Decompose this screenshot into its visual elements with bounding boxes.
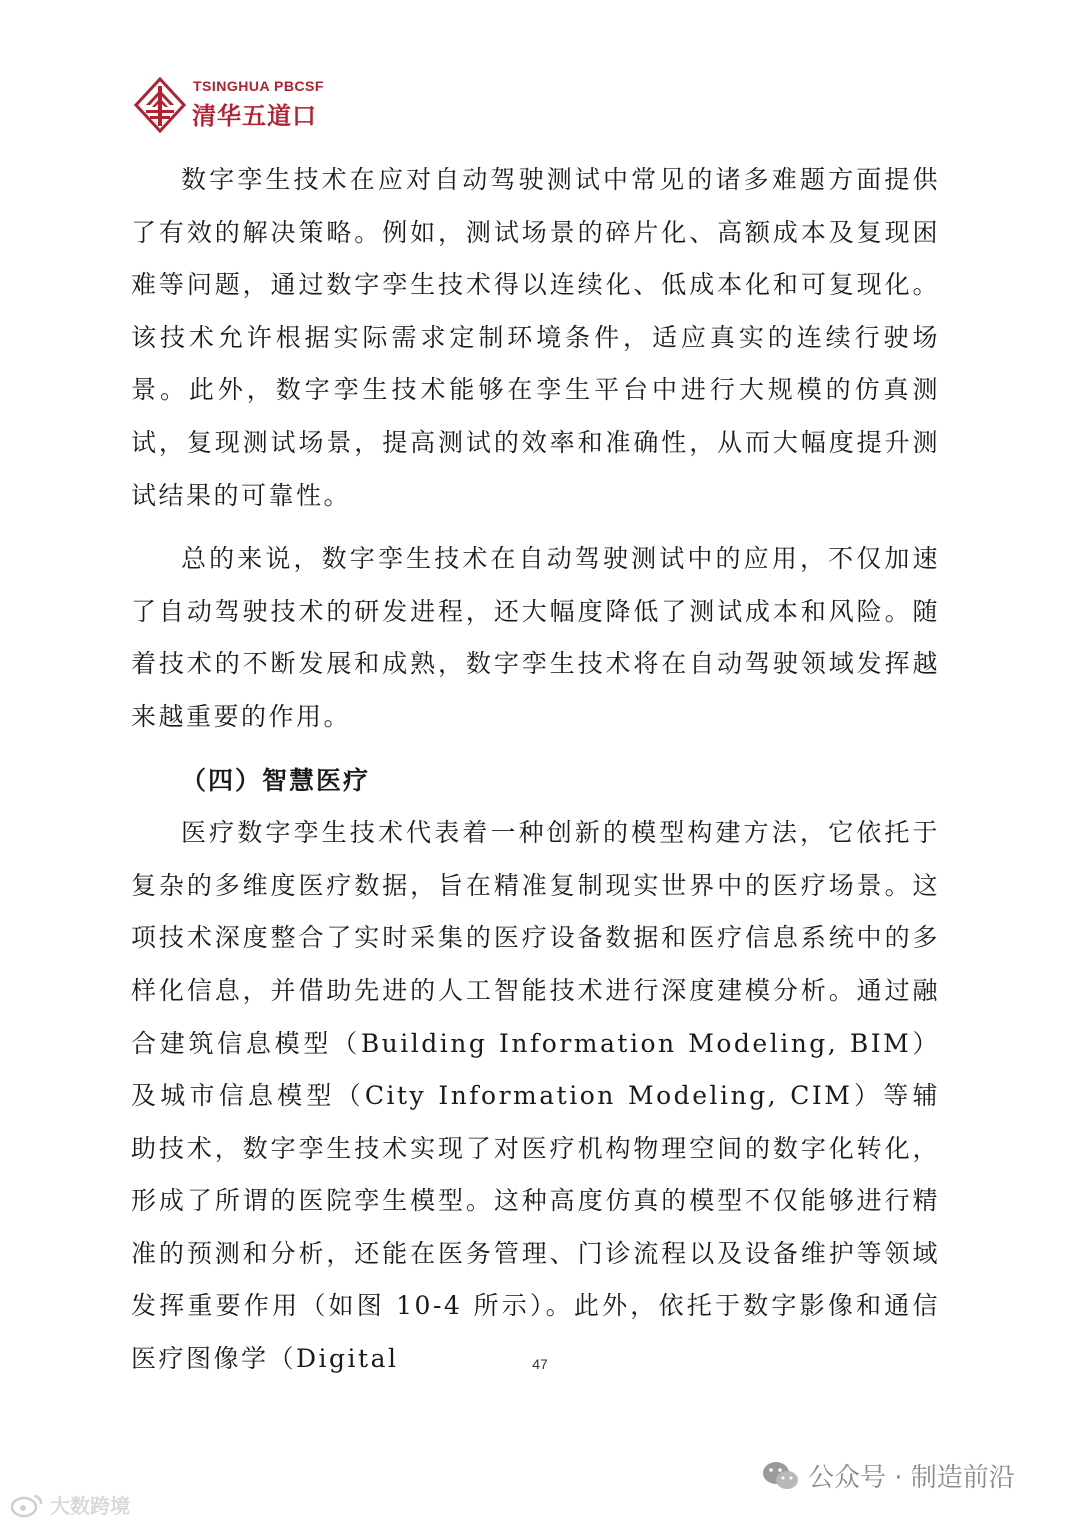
watermark-weibo-text: 大数跨境 [50, 1494, 130, 1518]
logo-chinese-text: 清华五道口 [192, 102, 317, 130]
page-number: 47 [532, 1356, 548, 1372]
watermark-weibo [10, 1490, 130, 1519]
paragraph-medical-digital-twin: 医疗数字孪生技术代表着一种创新的模型构建方法，它依托于复杂的多维度医疗数据，旨在精准复制现实世界中的医疗场景。这项技术深度整合了实时采集的医疗设备数据和医疗信息系统中的多样化信息，并借助先进的人工智能技术进行深度建模分析。通过融合建筑信息模型（Building Information Modeling, BIM）及城市信息模型（City Information Modeling, CIM）等辅助技术，数字孪生技术实现了对医疗机构物理空间的数字化转化，形成了所谓的医院孪生模型。这种高度仿真的模型不仅能够进行精准的预测和分析，还能在医务管理、门诊流程以及设备维护等领域发挥重要作用（如图 10-4 所示）。此外，依托于数字影像和通信医疗图像学（Digital [131, 818, 940, 1374]
paragraph-autonomous-driving-strategies: 数字孪生技术在应对自动驾驶测试中常见的诸多难题方面提供了有效的解决策略。例如，测试场景的碎片化、高额成本及复现困难等问题，通过数字孪生技术得以连续化、低成本化和可复现化。该技术允许根据实际需求定制环境条件，适应真实的连续行驶场景。此外，数字孪生技术能够在孪生平台中进行大规模的仿真测试，复现测试场景，提高测试的效率和准确性，从而大幅度提升测试结果的可靠性。 [131, 165, 940, 510]
section-heading-smart-healthcare: （四）智慧医疗 [181, 765, 371, 795]
wechat-icon [762, 1460, 800, 1492]
logo-english-text: TSINGHUA PBCSF [193, 78, 324, 94]
document-body [131, 154, 940, 1386]
header-logo [133, 76, 363, 136]
weibo-icon [10, 1492, 44, 1518]
paragraph-autonomous-driving-summary: 总的来说，数字孪生技术在自动驾驶测试中的应用，不仅加速了自动驾驶技术的研发进程，还大幅度降低了测试成本和风险。随着技术的不断发展和成熟，数字孪生技术将在自动驾驶领域发挥越来越重要的作用。 [131, 544, 940, 731]
watermark-wechat-text: 公众号 · 制造前沿 [808, 1463, 1015, 1493]
tsinghua-pbcsf-emblem-icon [133, 76, 187, 134]
watermark-wechat [762, 1457, 1015, 1494]
